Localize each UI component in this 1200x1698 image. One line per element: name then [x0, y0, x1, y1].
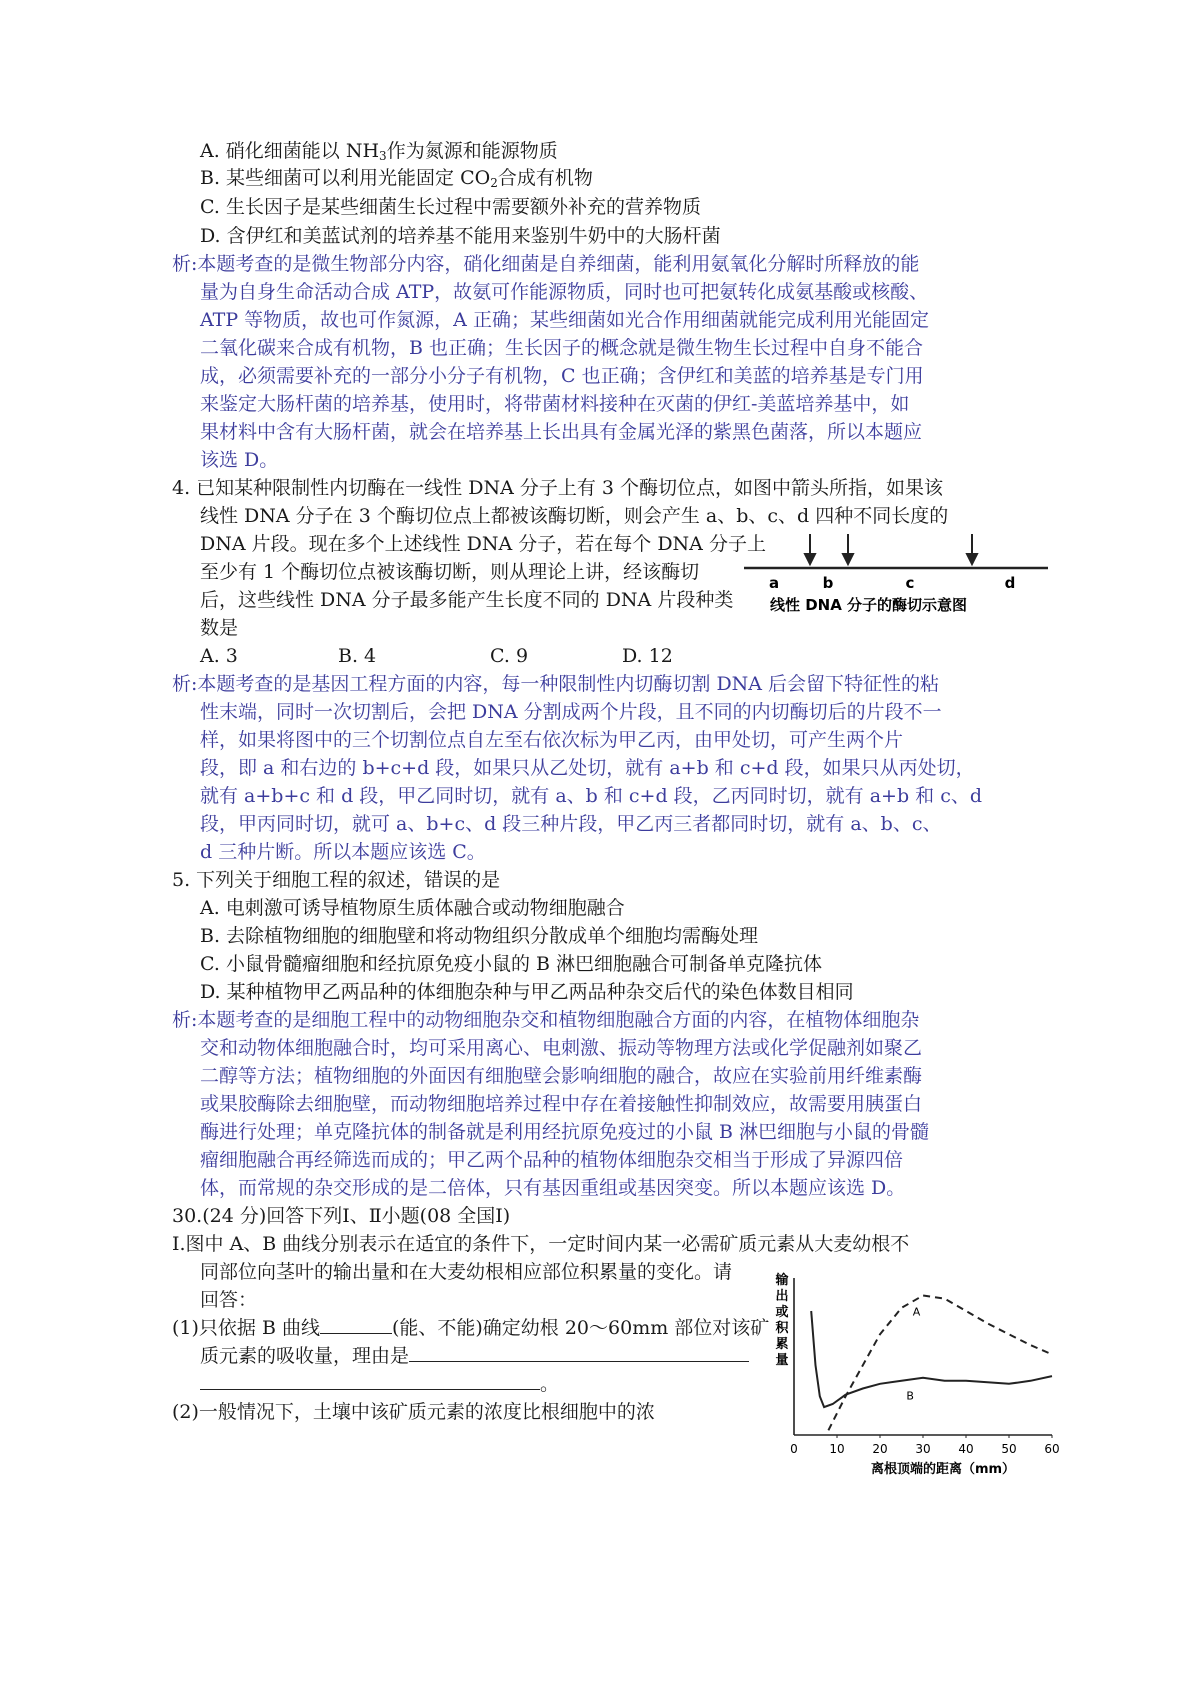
dna-cut-diagram	[740, 532, 1060, 622]
q4-analysis-line: 就有 a+b+c 和 d 段，甲乙同时切，就有 a、b 和 c+d 段，乙丙同时切，就有 a+b 和 c、d	[200, 785, 982, 807]
q5-analysis-line: 或果胶酶除去细胞壁，而动物细胞培养过程中存在着接触性抑制效应，故需要用胰蛋白	[200, 1093, 923, 1115]
y-axis-label-char: 量	[775, 1353, 789, 1368]
segment-label-c: c	[905, 574, 915, 592]
cut-arrow-3	[967, 534, 977, 564]
q4-stem-line: 线性 DNA 分子在 3 个酶切位点上都被该酶切断，则会产生 a、b、c、d 四种不同长度的	[200, 505, 949, 527]
q30-heading: 30.(24 分)回答下列Ⅰ、Ⅱ小题(08 全国Ⅰ)	[172, 1205, 511, 1227]
x-tick-label: 60	[1044, 1442, 1060, 1456]
q30-intro-line: Ⅰ.图中 A、B 曲线分别表示在适宜的条件下，一定时间内某一必需矿质元素从大麦幼根不	[172, 1233, 910, 1255]
q4-option-d: D. 12	[622, 645, 673, 667]
y-axis-label-char: 累	[775, 1337, 789, 1352]
answer-blank-3[interactable]	[200, 1371, 540, 1390]
q4-analysis-line: 性末端，同时一次切割后，会把 DNA 分割成两个片段，且不同的内切酶切后的片段不一	[200, 701, 942, 723]
x-tick-label: 50	[1001, 1442, 1017, 1456]
q4-option-b: B. 4	[338, 645, 377, 667]
y-axis-label-char: 积	[775, 1321, 789, 1336]
q3-analysis-line: 来鉴定大肠杆菌的培养基，使用时，将带菌材料接种在灭菌的伊红-美蓝培养基中，如	[200, 393, 910, 415]
q5-analysis-line: 瘤细胞融合再经筛选而成的；甲乙两个品种的植物体细胞杂交相当于形成了异源四倍	[200, 1149, 904, 1171]
q4-analysis-line: 样，如果将图中的三个切割位点自左至右依次标为甲乙丙，由甲处切，可产生两个片	[200, 729, 904, 751]
y-axis-label-char: 出	[775, 1289, 789, 1304]
q3-analysis-line: 量为自身生命活动合成 ATP，故氨可作能源物质，同时也可把氨转化成氨基酸或核酸、	[200, 281, 929, 303]
segment-label-a: a	[768, 574, 780, 592]
q3-option-c: C. 生长因子是某些细菌生长过程中需要额外补充的营养物质	[200, 196, 701, 218]
cut-arrow-2	[843, 534, 853, 564]
q5-option-a: A. 电刺激可诱导植物原生质体融合或动物细胞融合	[200, 897, 625, 919]
q3-analysis-line: 该选 D。	[200, 449, 279, 471]
q5-analysis-line: 析:本题考查的是细胞工程中的动物细胞杂交和植物细胞融合方面的内容，在植物体细胞杂	[172, 1009, 920, 1031]
q5-option-c: C. 小鼠骨髓瘤细胞和经抗原免疫小鼠的 B 淋巴细胞融合可制备单克隆抗体	[200, 953, 822, 975]
q5-option-b: B. 去除植物细胞的细胞壁和将动物组织分散成单个细胞均需酶处理	[200, 925, 759, 947]
q3-option-b: B. 某些细菌可以利用光能固定 $CO_2$合成有机物	[200, 167, 593, 190]
q30-intro-line: 同部位向茎叶的输出量和在大麦幼根相应部位积累量的变化。请	[200, 1261, 733, 1283]
q4-stem-line: 至少有 1 个酶切位点被该酶切断，则从理论上讲，经该酶切	[200, 561, 700, 583]
q4-option-a: A. 3	[200, 645, 238, 667]
q4-stem-line: 后，这些线性 DNA 分子最多能产生长度不同的 DNA 片段种类	[200, 589, 734, 611]
mineral-accumulation-chart	[770, 1272, 1070, 1482]
q5-option-d: D. 某种植物甲乙两品种的体细胞杂种与甲乙两品种杂交后代的染色体数目相同	[200, 981, 854, 1003]
q4-analysis-line: 段，即 a 和右边的 b+c+d 段，如果只从乙处切，就有 a+b 和 c+d 段，如果只从丙处切，	[200, 757, 975, 779]
q30-part1-line2: 质元素的吸收量，理由是	[200, 1342, 749, 1370]
series-label-b: B	[906, 1389, 914, 1403]
series-label-a: A	[912, 1305, 921, 1319]
q5-analysis-line: 二醇等方法；植物细胞的外面因有细胞壁会影响细胞的融合，故应在实验前用纤维素酶	[200, 1065, 923, 1087]
q30-part1-line1: (1)只依据 B 曲线 (能、不能)确定幼根 20～60mm 部位对该矿	[172, 1317, 770, 1339]
q5-stem: 5. 下列关于细胞工程的叙述，错误的是	[172, 869, 501, 891]
q3-analysis-line: 果材料中含有大肠杆菌，就会在培养基上长出具有金属光泽的紫黑色菌落，所以本题应	[200, 421, 923, 443]
x-axis-label: 离根顶端的距离（mm）	[870, 1462, 1016, 1477]
q3-analysis-line: 成，必须需要补充的一部分小分子有机物，C 也正确；含伊红和美蓝的培养基是专门用	[200, 365, 924, 387]
segment-label-b: b	[822, 574, 834, 592]
q3-analysis-line: 二氧化碳来合成有机物，B 也正确；生长因子的概念就是微生物生长过程中自身不能合	[200, 337, 924, 359]
q3-option-d: D. 含伊红和美蓝试剂的培养基不能用来鉴别牛奶中的大肠杆菌	[200, 225, 721, 247]
q30-part1-line3: 。	[200, 1370, 559, 1398]
segment-label-d: d	[1004, 574, 1016, 592]
y-axis-label-char: 输	[775, 1273, 789, 1288]
q4-stem-line: 4. 已知某种限制性内切酶在一线性 DNA 分子上有 3 个酶切位点，如图中箭头所指，如果该	[172, 477, 943, 499]
cut-arrow-1	[805, 534, 815, 564]
q5-analysis-line: 酶进行处理；单克隆抗体的制备就是利用经抗原免疫过的小鼠 B 淋巴细胞与小鼠的骨髓	[200, 1121, 930, 1143]
series-line-a	[828, 1296, 1052, 1431]
q4-analysis-line: d 三种片断。所以本题应该选 C。	[200, 841, 486, 863]
q3-analysis-line: 析:本题考查的是微生物部分内容，硝化细菌是自养细菌，能利用氨氧化分解时所释放的能	[172, 253, 920, 275]
q4-option-c: C. 9	[490, 645, 529, 667]
x-tick-label: 30	[915, 1442, 931, 1456]
q4-analysis-line: 段，甲丙同时切，就可 a、b+c、d 段三种片段，甲乙丙三者都同时切，就有 a、b、c、	[200, 813, 942, 835]
q4-analysis-line: 析:本题考查的是基因工程方面的内容，每一种限制性内切酶切割 DNA 后会留下特征性的粘	[172, 673, 940, 695]
q30-part2-line1: (2)一般情况下，土壤中该矿质元素的浓度比根细胞中的浓	[172, 1401, 655, 1423]
x-tick-label: 40	[958, 1442, 974, 1456]
q3-analysis-line: ATP 等物质，故也可作氮源，A 正确；某些细菌如光合作用细菌就能完成利用光能固定	[200, 309, 929, 331]
answer-blank-1[interactable]	[320, 1315, 392, 1334]
answer-blank-2[interactable]	[409, 1343, 749, 1362]
x-tick-label: 0	[790, 1442, 798, 1456]
diagram-caption: 线性 DNA 分子的酶切示意图	[770, 596, 968, 614]
q5-analysis-line: 体，而常规的杂交形成的是二倍体，只有基因重组或基因突变。所以本题应该选 D。	[200, 1177, 906, 1199]
x-tick-label: 20	[872, 1442, 888, 1456]
q4-stem-line: 数是	[200, 617, 239, 639]
q3-option-a: A. 硝化细菌能以 $NH_3$作为氮源和能源物质	[200, 140, 558, 163]
y-axis-label-char: 或	[775, 1305, 789, 1320]
q30-intro-line: 回答：	[200, 1289, 258, 1311]
x-tick-label: 10	[829, 1442, 845, 1456]
q4-stem-line: DNA 片段。现在多个上述线性 DNA 分子，若在每个 DNA 分子上	[200, 533, 766, 555]
q5-analysis-line: 交和动物体细胞融合时，均可采用离心、电刺激、振动等物理方法或化学促融剂如聚乙	[200, 1037, 923, 1059]
